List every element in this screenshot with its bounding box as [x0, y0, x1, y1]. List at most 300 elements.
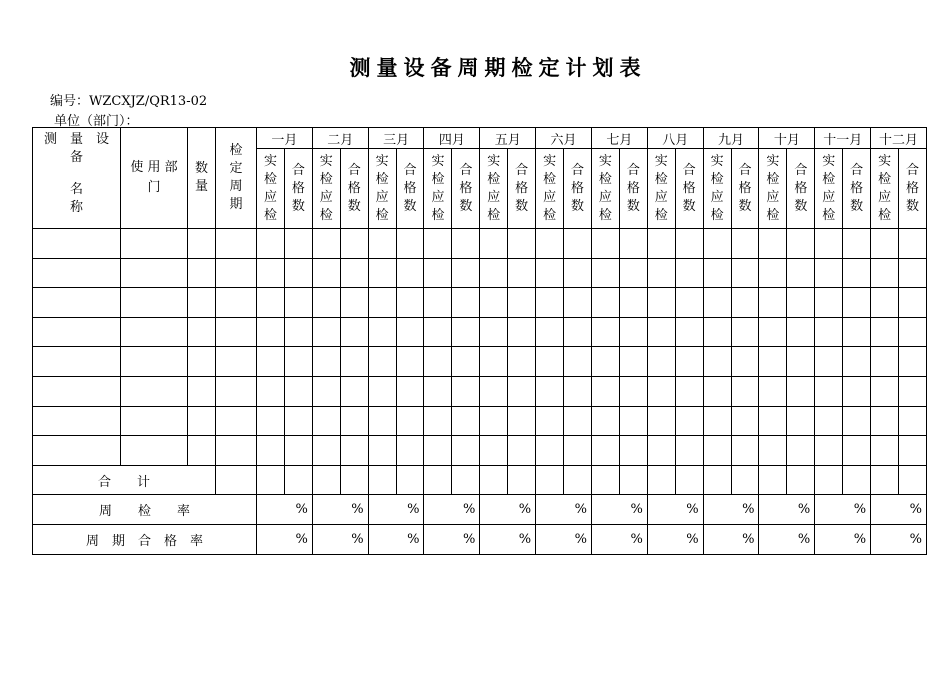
- table-cell: [368, 465, 396, 495]
- form-code: 编号：WZCXJZ/QR13-02: [50, 94, 208, 109]
- header-month: 十一月: [815, 128, 871, 149]
- table-cell: [703, 406, 731, 436]
- header-device-line: 备: [69, 150, 83, 165]
- percent-cell: %: [536, 524, 592, 554]
- header-actual-planned-label: 实检应检: [766, 153, 780, 223]
- table-cell: [480, 347, 508, 377]
- table-cell: [508, 288, 536, 318]
- cycle-rate-row: [33, 495, 927, 525]
- table-cell: [396, 258, 424, 288]
- table-cell: [284, 258, 312, 288]
- table-cell: [787, 288, 815, 318]
- table-cell: [536, 229, 564, 259]
- table-cell: [591, 436, 619, 466]
- header-actual-planned-label: 实检应检: [822, 153, 836, 223]
- header-passed: [899, 149, 927, 229]
- header-actual-planned: [368, 149, 396, 229]
- table-cell: [121, 229, 188, 259]
- table-cell: [843, 406, 871, 436]
- table-cell: [787, 465, 815, 495]
- table-cell: [703, 229, 731, 259]
- table-cell: [424, 465, 452, 495]
- table-cell: [216, 258, 257, 288]
- percent-cell: %: [759, 524, 815, 554]
- table-cell: [899, 436, 927, 466]
- table-cell: [508, 376, 536, 406]
- table-cell: [33, 317, 121, 347]
- header-passed: [284, 149, 312, 229]
- header-month: 一月: [257, 128, 313, 149]
- table-cell: [843, 258, 871, 288]
- table-cell: [312, 465, 340, 495]
- table-cell: [368, 317, 396, 347]
- header-passed-label: 合格数: [850, 162, 864, 214]
- percent-cell: %: [257, 495, 313, 525]
- table-cell: [396, 347, 424, 377]
- table-cell: [284, 347, 312, 377]
- table-cell: [703, 376, 731, 406]
- table-cell: [731, 376, 759, 406]
- header-month: 十二月: [871, 128, 927, 149]
- header-passed: [396, 149, 424, 229]
- header-actual-planned-label: 实检应检: [375, 153, 389, 223]
- header-actual-planned-label: 实检应检: [263, 153, 277, 223]
- table-cell: [759, 229, 787, 259]
- header-month: 三月: [368, 128, 424, 149]
- table-cell: [340, 465, 368, 495]
- header-actual-planned: [480, 149, 508, 229]
- percent-cell: %: [368, 495, 424, 525]
- table-row: [33, 347, 927, 377]
- table-cell: [121, 376, 188, 406]
- table-cell: [759, 317, 787, 347]
- table-cell: [591, 258, 619, 288]
- table-cell: [452, 229, 480, 259]
- table-cell: [33, 376, 121, 406]
- table-cell: [759, 436, 787, 466]
- table-cell: [536, 258, 564, 288]
- table-cell: [340, 406, 368, 436]
- table-cell: [899, 465, 927, 495]
- header-passed-label: 合格数: [682, 162, 696, 214]
- table-cell: [188, 288, 216, 318]
- table-cell: [619, 436, 647, 466]
- table-cell: [675, 317, 703, 347]
- table-cell: [216, 347, 257, 377]
- table-cell: [731, 288, 759, 318]
- table-cell: [759, 376, 787, 406]
- table-cell: [591, 229, 619, 259]
- table-cell: [340, 347, 368, 377]
- table-cell: [703, 465, 731, 495]
- table-cell: [480, 229, 508, 259]
- table-cell: [424, 229, 452, 259]
- pass-rate-row-label: 周 期 合 格 率: [33, 524, 257, 554]
- table-cell: [508, 465, 536, 495]
- table-cell: [619, 406, 647, 436]
- table-cell: [480, 376, 508, 406]
- table-cell: [508, 317, 536, 347]
- table-cell: [899, 288, 927, 318]
- table-cell: [257, 376, 285, 406]
- table-cell: [508, 406, 536, 436]
- header-cycle: [216, 128, 257, 229]
- table-cell: [675, 406, 703, 436]
- table-cell: [508, 436, 536, 466]
- table-cell: [675, 258, 703, 288]
- percent-cell: %: [871, 524, 927, 554]
- percent-cell: %: [368, 524, 424, 554]
- header-passed-label: 合格数: [905, 162, 919, 214]
- table-cell: [703, 317, 731, 347]
- table-cell: [340, 288, 368, 318]
- table-cell: [536, 465, 564, 495]
- percent-cell: %: [591, 524, 647, 554]
- table-cell: [871, 229, 899, 259]
- table-cell: [675, 347, 703, 377]
- header-passed-label: 合格数: [738, 162, 752, 214]
- table-cell: [843, 288, 871, 318]
- header-passed-label: 合格数: [794, 162, 808, 214]
- header-actual-planned-label: 实检应检: [710, 153, 724, 223]
- table-cell: [647, 288, 675, 318]
- table-cell: [257, 258, 285, 288]
- table-cell: [619, 229, 647, 259]
- percent-cell: %: [312, 495, 368, 525]
- table-cell: [396, 288, 424, 318]
- header-month: 十月: [759, 128, 815, 149]
- table-cell: [33, 347, 121, 377]
- table-cell: [284, 406, 312, 436]
- table-cell: [424, 406, 452, 436]
- percent-cell: %: [703, 495, 759, 525]
- table-cell: [368, 376, 396, 406]
- table-cell: [647, 229, 675, 259]
- total-row: [33, 465, 927, 495]
- table-cell: [257, 347, 285, 377]
- header-actual-planned-label: 实检应检: [598, 153, 612, 223]
- table-cell: [815, 376, 843, 406]
- table-cell: [188, 406, 216, 436]
- header-actual-planned: [703, 149, 731, 229]
- header-passed-label: 合格数: [347, 162, 361, 214]
- table-cell: [216, 229, 257, 259]
- table-cell: [121, 317, 188, 347]
- table-cell: [216, 376, 257, 406]
- header-month: 六月: [536, 128, 592, 149]
- percent-cell: %: [312, 524, 368, 554]
- table-cell: [815, 406, 843, 436]
- table-cell: [257, 436, 285, 466]
- table-cell: [424, 436, 452, 466]
- table-cell: [396, 229, 424, 259]
- header-device-line: 名: [69, 182, 83, 197]
- table-cell: [759, 347, 787, 377]
- table-cell: [340, 436, 368, 466]
- cycle-rate-row-label: 周 检 率: [33, 495, 257, 525]
- header-passed: [564, 149, 592, 229]
- table-cell: [257, 406, 285, 436]
- header-device-line: 称: [69, 200, 83, 215]
- table-cell: [843, 317, 871, 347]
- table-cell: [33, 288, 121, 318]
- table-cell: [647, 347, 675, 377]
- table-cell: [33, 436, 121, 466]
- table-cell: [731, 436, 759, 466]
- table-cell: [188, 229, 216, 259]
- header-passed-label: 合格数: [571, 162, 585, 214]
- unit-label: 单位（部门）：: [54, 114, 139, 129]
- table-cell: [216, 406, 257, 436]
- header-department: [121, 128, 188, 229]
- table-cell: [312, 406, 340, 436]
- header-passed: [340, 149, 368, 229]
- table-row: [33, 229, 927, 259]
- header-month: 四月: [424, 128, 480, 149]
- table-cell: [619, 258, 647, 288]
- header-actual-planned-label: 实检应检: [431, 153, 445, 223]
- header-actual-planned-label: 实检应检: [319, 153, 333, 223]
- table-cell: [396, 465, 424, 495]
- table-cell: [731, 317, 759, 347]
- table-cell: [480, 465, 508, 495]
- header-passed: [619, 149, 647, 229]
- table-row: [33, 376, 927, 406]
- percent-cell: %: [815, 524, 871, 554]
- table-cell: [257, 288, 285, 318]
- table-cell: [731, 465, 759, 495]
- table-cell: [121, 288, 188, 318]
- table-cell: [536, 317, 564, 347]
- table-cell: [591, 465, 619, 495]
- table-cell: [619, 465, 647, 495]
- table-cell: [564, 347, 592, 377]
- table-cell: [591, 288, 619, 318]
- table-cell: [815, 258, 843, 288]
- table-cell: [703, 258, 731, 288]
- header-passed: [731, 149, 759, 229]
- table-cell: [591, 406, 619, 436]
- table-cell: [452, 436, 480, 466]
- table-cell: [759, 258, 787, 288]
- table-cell: [216, 436, 257, 466]
- header-passed: [787, 149, 815, 229]
- table-row: [33, 258, 927, 288]
- table-cell: [424, 376, 452, 406]
- percent-cell: %: [703, 524, 759, 554]
- percent-cell: %: [647, 495, 703, 525]
- table-cell: [257, 465, 285, 495]
- table-cell: [284, 465, 312, 495]
- table-cell: [787, 376, 815, 406]
- table-cell: [759, 406, 787, 436]
- table-cell: [312, 347, 340, 377]
- table-cell: [312, 229, 340, 259]
- header-actual-planned: [871, 149, 899, 229]
- header-passed-label: 合格数: [459, 162, 473, 214]
- percent-cell: %: [647, 524, 703, 554]
- table-cell: [703, 347, 731, 377]
- table-cell: [647, 317, 675, 347]
- header-month: 九月: [703, 128, 759, 149]
- table-cell: [368, 288, 396, 318]
- table-cell: [759, 465, 787, 495]
- table-cell: [121, 436, 188, 466]
- percent-cell: %: [424, 495, 480, 525]
- table-cell: [188, 436, 216, 466]
- table-cell: [480, 436, 508, 466]
- percent-cell: %: [815, 495, 871, 525]
- header-quantity: [188, 128, 216, 229]
- table-cell: [508, 229, 536, 259]
- percent-cell: %: [424, 524, 480, 554]
- table-cell: [871, 436, 899, 466]
- table-cell: [536, 347, 564, 377]
- table-cell: [871, 376, 899, 406]
- table-cell: [675, 376, 703, 406]
- percent-cell: %: [536, 495, 592, 525]
- table-cell: [396, 436, 424, 466]
- header-department-label: 使 用 部 门: [130, 160, 178, 195]
- table-cell: [899, 258, 927, 288]
- table-cell: [452, 347, 480, 377]
- table-cell: [619, 288, 647, 318]
- table-cell: [675, 465, 703, 495]
- percent-cell: %: [591, 495, 647, 525]
- table-cell: [871, 406, 899, 436]
- total-label: 合 计: [33, 465, 216, 495]
- table-cell: [675, 288, 703, 318]
- table-cell: [340, 258, 368, 288]
- table-cell: [647, 465, 675, 495]
- table-cell: [564, 229, 592, 259]
- table-cell: [564, 258, 592, 288]
- table-cell: [257, 229, 285, 259]
- table-cell: [787, 406, 815, 436]
- table-cell: [188, 317, 216, 347]
- table-cell: [619, 317, 647, 347]
- table-cell: [216, 317, 257, 347]
- table-cell: [815, 347, 843, 377]
- table-cell: [787, 229, 815, 259]
- table-cell: [424, 288, 452, 318]
- table-cell: [899, 376, 927, 406]
- table-cell: [843, 347, 871, 377]
- header-actual-planned: [536, 149, 564, 229]
- table-cell: [871, 288, 899, 318]
- header-device-line: 测 量 设: [43, 132, 109, 147]
- table-cell: [396, 317, 424, 347]
- table-cell: [536, 436, 564, 466]
- table-cell: [368, 406, 396, 436]
- table-cell: [508, 347, 536, 377]
- table-cell: [480, 258, 508, 288]
- table-cell: [871, 465, 899, 495]
- table-cell: [396, 406, 424, 436]
- table-cell: [647, 376, 675, 406]
- table-cell: [787, 258, 815, 288]
- header-month: 八月: [647, 128, 703, 149]
- table-row: [33, 317, 927, 347]
- header-passed: [843, 149, 871, 229]
- table-cell: [188, 376, 216, 406]
- table-cell: [33, 406, 121, 436]
- plan-table: [32, 127, 927, 555]
- table-cell: [899, 347, 927, 377]
- table-cell: [188, 258, 216, 288]
- table-cell: [340, 229, 368, 259]
- table-cell: [312, 288, 340, 318]
- table-row: [33, 436, 927, 466]
- table-cell: [675, 436, 703, 466]
- table-cell: [591, 347, 619, 377]
- header-actual-planned: [647, 149, 675, 229]
- table-cell: [536, 376, 564, 406]
- table-cell: [536, 406, 564, 436]
- table-cell: [284, 288, 312, 318]
- table-cell: [564, 376, 592, 406]
- table-cell: [731, 229, 759, 259]
- table-cell: [591, 376, 619, 406]
- table-cell: [647, 406, 675, 436]
- table-cell: [731, 347, 759, 377]
- table-cell: [312, 436, 340, 466]
- percent-cell: %: [257, 524, 313, 554]
- percent-cell: %: [480, 495, 536, 525]
- table-cell: [312, 317, 340, 347]
- header-quantity-label: 数量: [195, 161, 209, 194]
- table-cell: [396, 376, 424, 406]
- table-cell: [452, 376, 480, 406]
- header-passed: [508, 149, 536, 229]
- table-cell: [480, 406, 508, 436]
- table-cell: [787, 347, 815, 377]
- percent-cell: %: [871, 495, 927, 525]
- table-cell: [815, 317, 843, 347]
- table-cell: [216, 288, 257, 318]
- table-cell: [33, 258, 121, 288]
- header-actual-planned-label: 实检应检: [654, 153, 668, 223]
- table-cell: [257, 317, 285, 347]
- table-cell: [312, 258, 340, 288]
- table-cell: [216, 465, 257, 495]
- table-cell: [787, 317, 815, 347]
- table-cell: [675, 229, 703, 259]
- table-cell: [815, 465, 843, 495]
- table-cell: [815, 229, 843, 259]
- table-cell: [452, 288, 480, 318]
- table-cell: [340, 376, 368, 406]
- table-cell: [424, 347, 452, 377]
- header-month: 二月: [312, 128, 368, 149]
- header-passed-label: 合格数: [626, 162, 640, 214]
- header-passed-label: 合格数: [515, 162, 529, 214]
- table-cell: [843, 436, 871, 466]
- table-cell: [843, 376, 871, 406]
- table-cell: [312, 376, 340, 406]
- table-cell: [647, 258, 675, 288]
- table-cell: [452, 406, 480, 436]
- table-cell: [564, 288, 592, 318]
- table-cell: [284, 317, 312, 347]
- table-cell: [368, 347, 396, 377]
- table-cell: [368, 229, 396, 259]
- header-passed-label: 合格数: [291, 162, 305, 214]
- table-cell: [815, 288, 843, 318]
- table-cell: [591, 317, 619, 347]
- table-cell: [619, 376, 647, 406]
- table-cell: [899, 406, 927, 436]
